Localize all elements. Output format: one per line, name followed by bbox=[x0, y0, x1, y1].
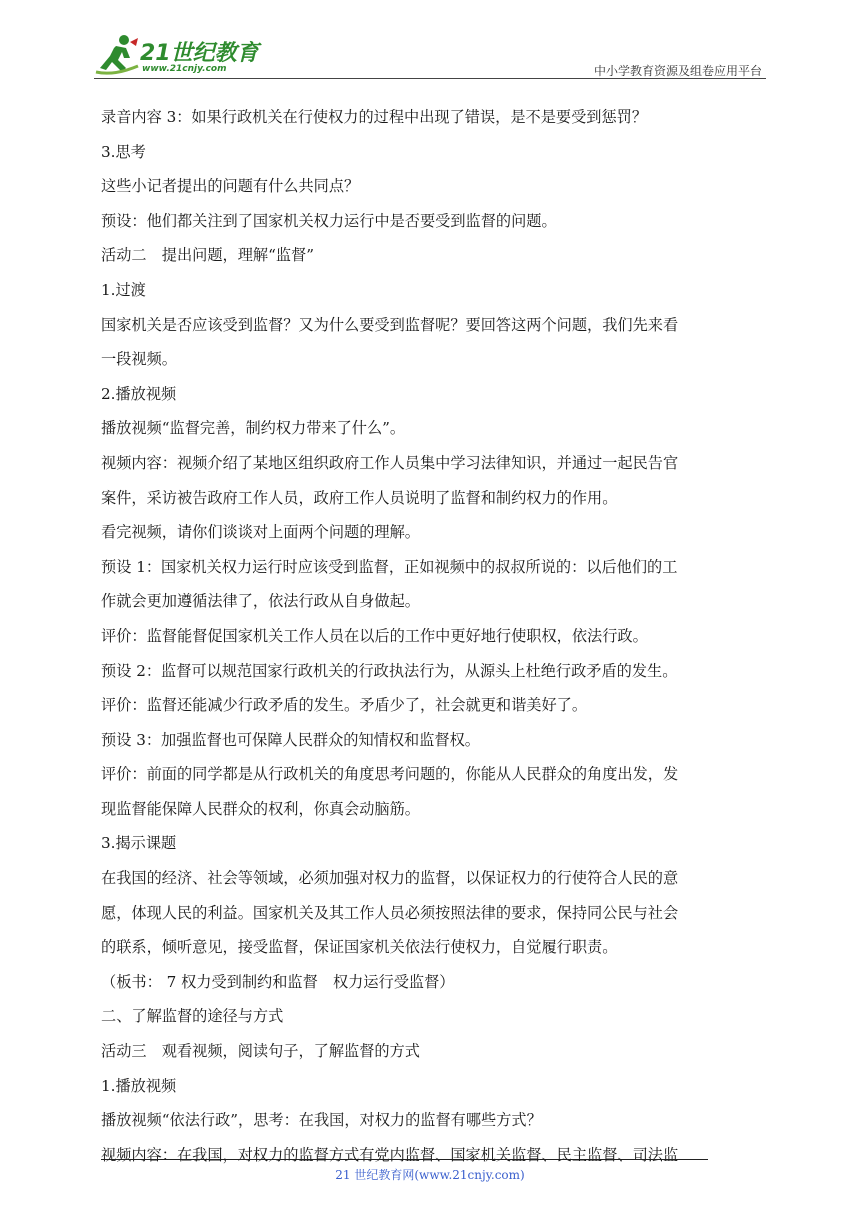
text-line: 这些小记者提出的问题有什么共同点？ bbox=[101, 177, 360, 196]
text-line: 1.播放视频 bbox=[101, 1076, 177, 1095]
text-line: 一段视频。 bbox=[101, 350, 177, 369]
text-line: 评价：前面的同学都是从行政机关的角度思考问题的，你能从人民群众的角度出发，发 bbox=[101, 765, 679, 784]
text-line: 现监督能保障人民群众的权利，你真会动脑筋。 bbox=[101, 799, 420, 818]
text-line: 的联系，倾听意见，接受监督，保证国家机关依法行使权力，自觉履行职责。 bbox=[101, 938, 618, 957]
text-line: 评价：监督能督促国家机关工作人员在以后的工作中更好地行使职权，依法行政。 bbox=[101, 626, 648, 645]
header-divider bbox=[94, 78, 766, 79]
text-line: 视频内容：在我国，对权力的监督方式有党内监督、国家机关监督、民主监督、司法监 bbox=[101, 1145, 679, 1164]
text-line: 活动二 提出问题，理解“监督” bbox=[101, 246, 314, 265]
text-line: 录音内容 3：如果行政机关在行使权力的过程中出现了错误，是不是要受到惩罚？ bbox=[101, 108, 648, 126]
text-line: 播放视频“监督完善，制约权力带来了什么”。 bbox=[101, 419, 406, 438]
text-line: 看完视频，请你们谈谈对上面两个问题的理解。 bbox=[101, 523, 420, 542]
text-line: 预设 3：加强监督也可保障人民群众的知情权和监督权。 bbox=[101, 730, 480, 749]
text-line: 在我国的经济、社会等领域，必须加强对权力的监督，以保证权力的行使符合人民的意 bbox=[101, 869, 679, 888]
text-line: 国家机关是否应该受到监督？又为什么要受到监督呢？要回答这两个问题，我们先来看 bbox=[101, 315, 679, 334]
platform-tagline: 中小学教育资源及组卷应用平台 bbox=[593, 64, 762, 78]
footer-divider bbox=[101, 1159, 708, 1160]
text-line: 2.播放视频 bbox=[101, 384, 177, 403]
runner-logo-icon bbox=[94, 32, 140, 78]
text-line: 案件，采访被告政府工作人员，政府工作人员说明了监督和制约权力的作用。 bbox=[101, 488, 618, 507]
text-line: 3.揭示课题 bbox=[101, 834, 177, 853]
document-body bbox=[101, 100, 763, 1172]
footer-text[interactable]: 21 世纪教育网(www.21cnjy.com) bbox=[335, 1168, 525, 1182]
logo-main-text: 21世纪教育 bbox=[140, 41, 259, 66]
text-line: 预设：他们都关注到了国家机关权力运行中是否要受到监督的问题。 bbox=[101, 211, 557, 230]
text-line: 1.过渡 bbox=[101, 280, 146, 299]
text-line: （板书： 7 权力受到制约和监督 权力运行受监督） bbox=[101, 972, 455, 991]
text-line: 3.思考 bbox=[101, 142, 146, 161]
text-line: 二、了解监督的途径与方式 bbox=[101, 1007, 284, 1026]
text-line: 预设 1：国家机关权力运行时应该受到监督，正如视频中的叔叔所说的：以后他们的工 bbox=[101, 557, 678, 576]
text-line: 愿，体现人民的利益。国家机关及其工作人员必须按照法律的要求，保持同公民与社会 bbox=[101, 903, 679, 922]
text-line: 活动三 观看视频，阅读句子，了解监督的方式 bbox=[101, 1042, 420, 1061]
text-line: 评价：监督还能减少行政矛盾的发生。矛盾少了，社会就更和谐美好了。 bbox=[101, 696, 587, 715]
logo-url-text: www.21cnjy.com bbox=[142, 64, 227, 74]
text-line: 作就会更加遵循法律了，依法行政从自身做起。 bbox=[101, 592, 420, 611]
text-line: 预设 2：监督可以规范国家行政机关的行政执法行为，从源头上杜绝行政矛盾的发生。 bbox=[101, 661, 678, 680]
text-line: 播放视频“依法行政”，思考：在我国，对权力的监督有哪些方式？ bbox=[101, 1111, 542, 1130]
site-logo[interactable] bbox=[94, 32, 264, 80]
page-header bbox=[94, 30, 766, 80]
text-line: 视频内容：视频介绍了某地区组织政府工作人员集中学习法律知识，并通过一起民告官 bbox=[101, 453, 679, 472]
